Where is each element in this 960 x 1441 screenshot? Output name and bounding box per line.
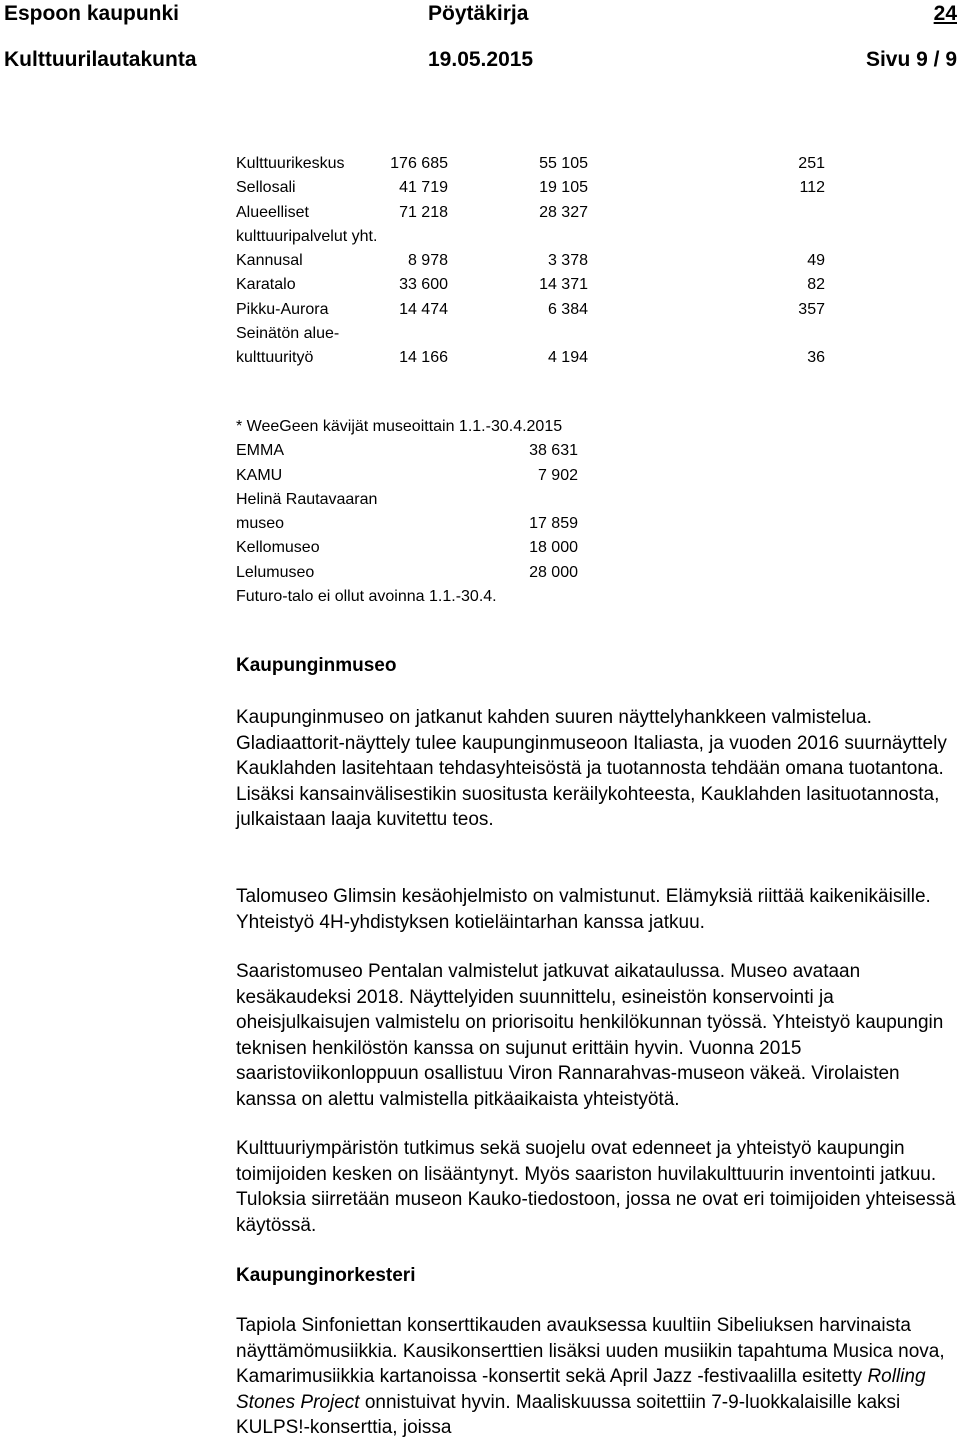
museum-visits-title [236, 415, 636, 439]
row-name: EMMA [236, 442, 284, 460]
table-row [236, 225, 836, 249]
row-name: Lelumuseo [236, 563, 315, 581]
orchestra-paragraph-1 [236, 1313, 960, 1441]
table-row [236, 152, 836, 176]
orchestra-heading [236, 1263, 960, 1289]
row-value: 17 859 [529, 515, 578, 533]
row-value: 28 000 [529, 563, 578, 581]
table-row [236, 439, 636, 463]
row-value-3: 82 [807, 276, 825, 294]
row-value-2: 19 105 [539, 179, 588, 197]
table-row [236, 346, 836, 370]
row-value: 7 902 [537, 466, 578, 484]
museum-paragraph-3 [236, 959, 960, 1113]
museum-visits-table [236, 415, 636, 609]
table-row [236, 298, 836, 322]
section-heading: Kaupunginorkesteri [236, 1265, 416, 1286]
row-name: Sellosali [236, 179, 296, 197]
row-value-3: 36 [807, 349, 825, 367]
row-value-2: 14 371 [539, 276, 588, 294]
table-row [236, 249, 836, 273]
section-heading: Kaupunginmuseo [236, 655, 397, 676]
row-value-2: 4 194 [547, 349, 588, 367]
table-row [236, 512, 636, 536]
row-value: 38 631 [529, 442, 578, 460]
museum-paragraph-1 [236, 705, 960, 833]
row-value-2: 6 384 [547, 300, 588, 318]
paragraph: Saaristomuseo Pentalan valmistelut jatkuvat aikataulussa. Museo avataan kesäkaudeksi 2018. Näyttelyiden suunnittelu, esineistön konservointi ja oheisjulkaisujen valmistelu on priorisoitu henkilökunnan työssä. Yhteistyö kaupungin teknisen henkilöstön kanssa on sujunut erittäin hyvin. Vuonna 2015 saaristoviikonloppuun osallistuu Viron Rannarahvas-museon väkeä. Virolaisten kanssa on alettu valmistella pitkäaikaista yhteistyötä. [236, 961, 944, 1110]
museum-visits-title-text: * WeeGeen kävijät museoittain 1.1.-30.4.2015 [236, 418, 563, 435]
row-value-2: 28 327 [539, 203, 588, 221]
table-row [236, 176, 836, 200]
paragraph-text: onnistuivat hyvin. Maaliskuussa soitettiin 7-9-luokkalaisille kaksi KULPS!-konserttia, joissa [236, 1391, 901, 1439]
org-name: Espoon kaupunki [4, 2, 180, 25]
row-value-3: 357 [798, 300, 825, 318]
row-value-3: 49 [807, 252, 825, 270]
museum-heading [236, 653, 960, 679]
visitor-table [236, 152, 836, 371]
table-row [236, 488, 636, 512]
paragraph: Kaupunginmuseo on jatkanut kahden suuren näyttelyhankkeen valmistelua. Gladiaattorit-näyttely tulee kaupunginmuseoon Italiasta, ja vuoden 2016 suurnäyttely Kauklahden lasitehtaan tehdasyhteisöstä ja tuotannosta tehdään omana tuotantona. Lisäksi kansainvälisestikin suositusta keräilykohteesta, Kauklahden lasituotannosta, julkaistaan laaja kuvitettu teos. [236, 707, 947, 831]
section-number: 24 [933, 2, 957, 25]
row-name: Pikku-Aurora [236, 300, 329, 318]
page-number: Sivu 9 / 9 [865, 48, 957, 71]
table-row [236, 536, 636, 560]
row-name: museo [236, 515, 285, 533]
table-row [236, 273, 836, 297]
meeting-date: 19.05.2015 [428, 48, 534, 71]
row-value-2: 3 378 [547, 252, 588, 270]
work-title: Rolling Stones Project [236, 1366, 926, 1413]
museum-visits-note [236, 585, 636, 609]
table-row [236, 201, 836, 225]
row-name: Helinä Rautavaaran [236, 490, 378, 508]
row-name: kulttuuripalvelut yht. [236, 227, 378, 245]
row-name: Kellomuseo [236, 539, 320, 557]
museum-paragraph-2 [236, 884, 960, 935]
row-name: Kannusal [236, 252, 303, 270]
board-name: Kulttuurilautakunta [4, 48, 197, 71]
paragraph: Talomuseo Glimsin kesäohjelmisto on valmistunut. Elämyksiä riittää kaikenikäisille. Yhteistyö 4H-yhdistyksen kotieläintarhan kanssa jatkuu. [236, 886, 931, 933]
row-name: Alueelliset [236, 203, 309, 221]
museum-paragraph-4 [236, 1136, 960, 1238]
row-value-3: 251 [798, 155, 825, 172]
paragraph-text: Tapiola Sinfoniettan konserttikauden avauksessa kuultiin Sibeliuksen harvinaista näyttämömusiikkia. Kausikonserttien lisäksi uuden musiikin tapahtuma Musica nova, Kamarimusiikkia kartanoissa -konsertit sekä April Jazz -festivaalilla esitetty [236, 1315, 945, 1388]
row-value-1: 71 218 [399, 203, 448, 221]
row-name: Seinätön alue- [236, 325, 340, 343]
row-value-3: 112 [799, 179, 825, 197]
doc-type: Pöytäkirja [428, 2, 529, 25]
row-value-1: 33 600 [399, 276, 448, 294]
row-value-1: 14 166 [399, 349, 448, 367]
museum-visits-note-text: Futuro-talo ei ollut avoinna 1.1.-30.4. [236, 588, 497, 606]
row-name: kulttuurityö [236, 349, 314, 367]
table-row [236, 322, 836, 346]
row-value: 18 000 [529, 539, 578, 557]
row-name: KAMU [236, 466, 283, 484]
row-value-1: 8 978 [407, 252, 448, 270]
paragraph: Kulttuuriympäristön tutkimus sekä suojelu ovat edenneet ja yhteistyö kaupungin toimijoiden kesken on lisääntynyt. Myös saariston huvilakulttuurin inventointi jatkuu. Tuloksia siirretään museon Kauko-tiedostoon, jossa ne ovat eri toimijoiden yhteisessä käytössä. [236, 1138, 956, 1236]
row-value-2: 55 105 [539, 155, 588, 172]
row-name: Kulttuurikeskus [236, 155, 345, 172]
table-row [236, 464, 636, 488]
row-name: Karatalo [236, 276, 296, 294]
row-value-1: 14 474 [399, 300, 448, 318]
row-value-1: 41 719 [399, 179, 448, 197]
paragraph [236, 1313, 960, 1441]
table-row [236, 561, 636, 585]
row-value-1: 176 685 [390, 155, 448, 172]
